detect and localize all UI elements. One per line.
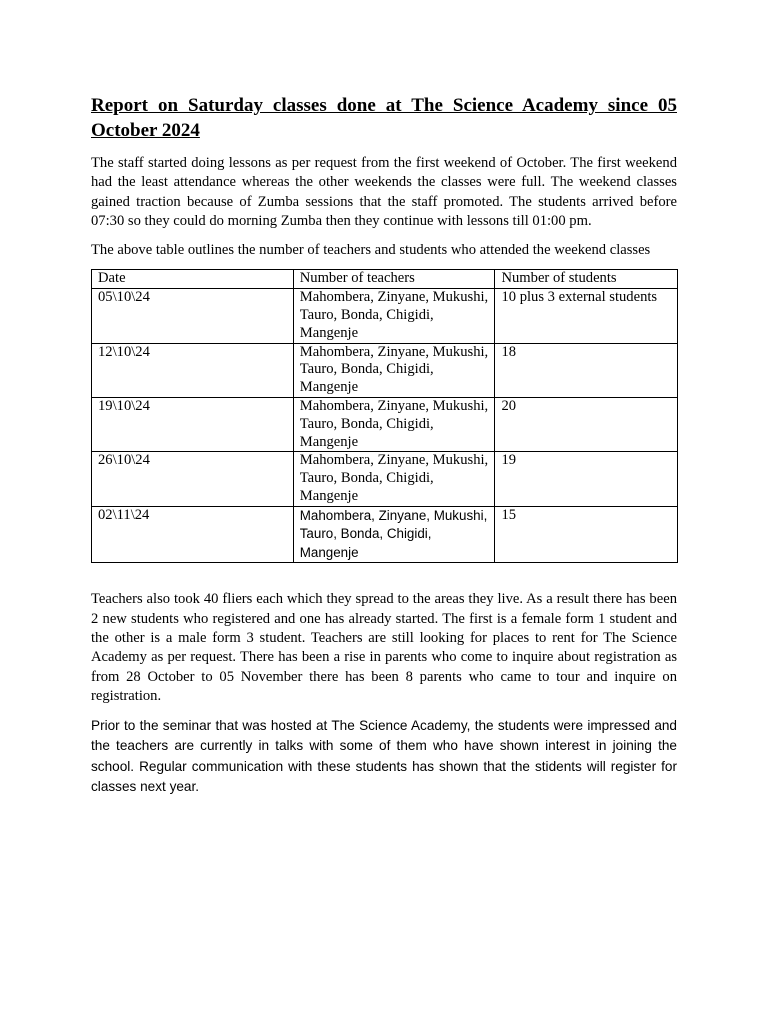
cell-students: 20 [495,398,678,452]
table-header-row [92,270,678,289]
table-row [92,452,678,506]
cell-students: 15 [495,506,678,563]
report-page [91,93,677,807]
cell-date: 05\10\24 [92,289,294,343]
table-row [92,289,678,343]
table-row [92,343,678,397]
cell-date: 19\10\24 [92,398,294,452]
attendance-table [91,269,678,563]
cell-teachers: Mahombera, Zinyane, Mukushi, Tauro, Bonda, Chigidi, Mangenje [293,343,495,397]
table-row [92,398,678,452]
report-title: Report on Saturday classes done at The Science Academy since 05 October 2024 [91,95,677,141]
cell-students: 10 plus 3 external students [495,289,678,343]
cell-teachers: Mahombera, Zinyane, Mukushi, Tauro, Bonda, Chigidi, Mangenje [293,452,495,506]
intro-paragraph: The staff started doing lessons as per request from the first weekend of October. The first weekend had the least attendance whereas the other weekends the classes were full. The weekend classes gained traction because of Zumba sessions that the staff promoted. The students arrived before 07:30 so they could do morning Zumba then they continue with lessons till 01:00 pm. [91,155,677,229]
cell-date: 12\10\24 [92,343,294,397]
seminar-paragraph: Prior to the seminar that was hosted at The Science Academy, the students were impressed and the teachers are currently in talks with some of them who have shown interest in joining the school. Regular communication with these students has shown that the stidents will register for classes next year. [91,718,677,795]
cell-students: 19 [495,452,678,506]
cell-date: 26\10\24 [92,452,294,506]
table-intro-paragraph: The above table outlines the number of teachers and students who attended the weekend classes [91,242,651,259]
header-date: Date [92,270,294,289]
table-row [92,506,678,563]
cell-teachers: Mahombera, Zinyane, Mukushi, Tauro, Bonda, Chigidi, Mangenje [293,398,495,452]
header-teachers: Number of teachers [293,270,495,289]
cell-date: 02\11\24 [92,506,294,563]
cell-students: 18 [495,343,678,397]
cell-teachers: Mahombera, Zinyane, Mukushi, Tauro, Bonda, Chigidi, Mangenje [293,289,495,343]
cell-teachers: Mahombera, Zinyane, Mukushi, Tauro, Bonda, Chigidi, Mangenje [293,506,495,563]
fliers-paragraph: Teachers also took 40 fliers each which they spread to the areas they live. As a result there has been 2 new students who registered and one has already started. The first is a female form 1 student and the other is a male form 3 student. Teachers are still looking for places to rent for The Science Academy as per request. There has been a rise in parents who come to inquire about registration as from 28 October to 05 November there has been 8 parents who came to tour and inquire on registration. [91,591,677,704]
header-students: Number of students [495,270,678,289]
